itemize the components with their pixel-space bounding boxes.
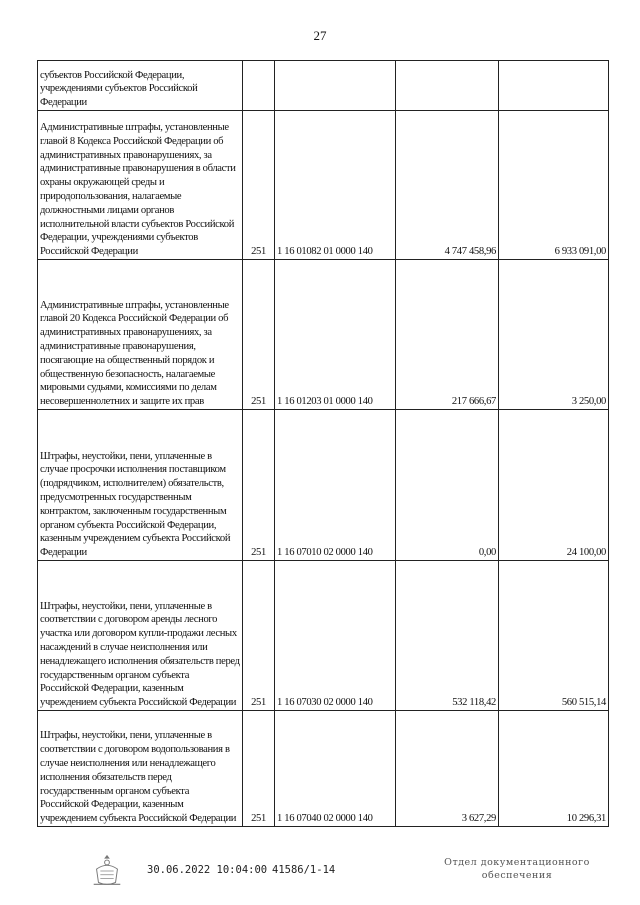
- row-value-curr: [499, 61, 609, 111]
- document-number: 41586/1-14: [272, 864, 336, 876]
- row-kbk: 1 16 01203 01 0000 140: [275, 260, 396, 410]
- page-number: 27: [313, 28, 327, 43]
- row-value-prev: 217 666,67: [396, 260, 499, 410]
- row-kbk: [275, 61, 396, 111]
- row-code: [243, 61, 275, 111]
- timestamp: 30.06.2022 10:04:00: [147, 864, 268, 876]
- table-row: [38, 410, 609, 561]
- table-row: [38, 260, 609, 410]
- row-value-prev: 4 747 458,96: [396, 111, 499, 260]
- row-name: Штрафы, неустойки, пени, уплаченные в соответствии с договором водопользования в случае неисполнения или ненадлежащего исполнения обязательств перед государственным органом субъекта Российской Федерации, казенным учреждением субъекта Российской Федерации: [38, 711, 243, 827]
- table-row: [38, 561, 609, 711]
- row-value-curr: 560 515,14: [499, 561, 609, 711]
- row-code: 251: [243, 111, 275, 260]
- row-code: 251: [243, 561, 275, 711]
- department-stamp: Отдел документационного обеспечения: [444, 857, 590, 881]
- row-value-prev: [396, 61, 499, 111]
- revenue-table: [37, 60, 609, 827]
- row-name: Административные штрафы, установленные главой 20 Кодекса Российской Федерации об административных правонарушениях, за административные правонарушения, посягающие на общественный порядок и общественную безопасность, налагаемые мировыми судьями, комиссиями по делам несовершеннолетних и защите их прав: [38, 260, 243, 410]
- table-row: [38, 61, 609, 111]
- coat-of-arms-icon: [88, 852, 126, 890]
- row-name: Штрафы, неустойки, пени, уплаченные в случае просрочки исполнения поставщиком (подрядчиком, исполнителем) обязательств, предусмотренных государственным контрактом, заключенным государственным органом субъекта Российской Федерации, казенным учреждением субъекта Российской Федерации: [38, 410, 243, 561]
- row-value-curr: 10 296,31: [499, 711, 609, 827]
- row-code: 251: [243, 410, 275, 561]
- row-value-curr: 6 933 091,00: [499, 111, 609, 260]
- row-name: Штрафы, неустойки, пени, уплаченные в соответствии с договором аренды лесного участка или договором купли-продажи лесных насаждений в случае неисполнения или ненадлежащего исполнения обязательств перед государственным органом субъекта Российской Федерации, казенным учреждением субъекта Российской Федерации: [38, 561, 243, 711]
- row-value-curr: 24 100,00: [499, 410, 609, 561]
- row-value-prev: 3 627,29: [396, 711, 499, 827]
- row-name: Административные штрафы, установленные главой 8 Кодекса Российской Федерации об административных правонарушениях, за административные правонарушения в области охраны окружающей среды и природопользования, налагаемые должностными лицами органов исполнительной власти субъектов Российской Федерации, учреждениями субъектов Российской Федерации: [38, 111, 243, 260]
- row-kbk: 1 16 07030 02 0000 140: [275, 561, 396, 711]
- row-value-prev: 0,00: [396, 410, 499, 561]
- row-kbk: 1 16 01082 01 0000 140: [275, 111, 396, 260]
- row-kbk: 1 16 07040 02 0000 140: [275, 711, 396, 827]
- footer: [0, 852, 640, 892]
- row-code: 251: [243, 260, 275, 410]
- row-name: субъектов Российской Федерации, учреждениями субъектов Российской Федерации: [38, 61, 243, 111]
- row-value-prev: 532 118,42: [396, 561, 499, 711]
- row-value-curr: 3 250,00: [499, 260, 609, 410]
- table-row: [38, 111, 609, 260]
- table-row: [38, 711, 609, 827]
- row-code: 251: [243, 711, 275, 827]
- table-body: [38, 61, 609, 827]
- row-kbk: 1 16 07010 02 0000 140: [275, 410, 396, 561]
